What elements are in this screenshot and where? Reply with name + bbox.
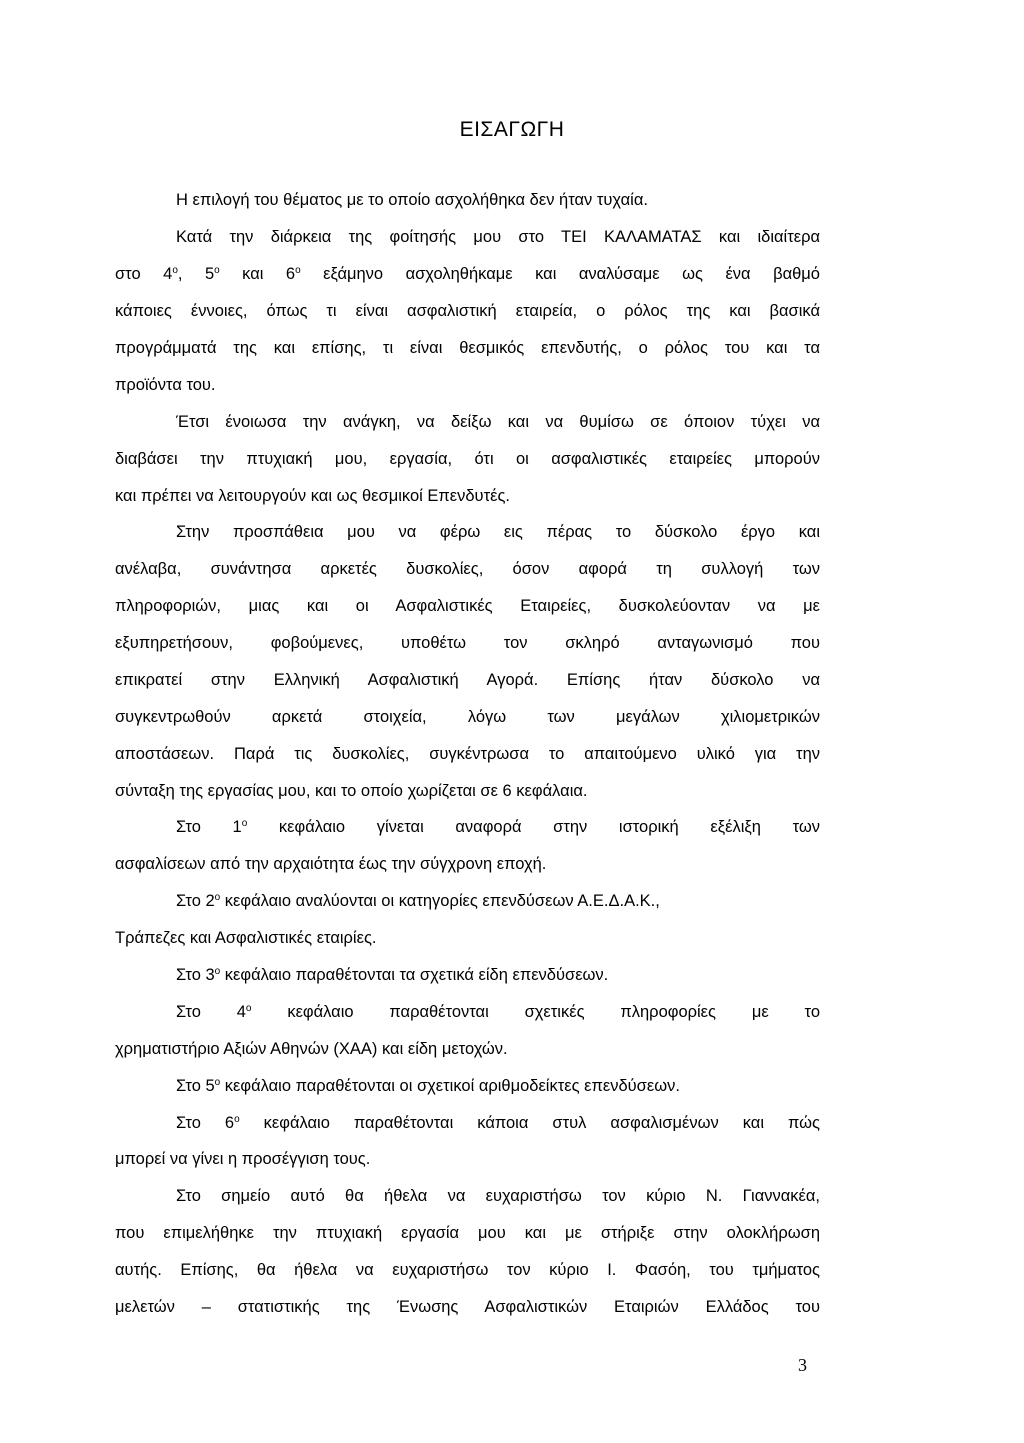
text-line: διαβάσει την πτυχιακή μου, εργασία, ότι οι ασφαλιστικές εταιρείες μπορούν [115,450,820,468]
text-line: που επιμελήθηκε την πτυχιακή εργασία μου και με στήριξε στην ολοκλήρωση [115,1224,820,1242]
text-line: στο 4$^o$, 5$^o$ και 6$^o$ εξάμηνο ασχοληθήκαμε και αναλύσαμε ως ένα βαθμό [115,265,820,283]
text-line: και πρέπει να λειτουργούν και ως θεσμικοί Επενδυτές. [115,487,510,505]
text-line: Τράπεζες και Ασφαλιστικές εταιρίες. [115,929,377,947]
text-line: μπορεί να γίνει η προσέγγιση τους. [115,1150,371,1168]
text-line: Έτσι ένοιωσα την ανάγκη, να δείξω και να θυμίσω σε όποιον τύχει να [176,413,820,431]
text-line: Στην προσπάθεια μου να φέρω εις πέρας το δύσκολο έργο και [176,523,820,541]
text-line: Στο 2$^o$ κεφάλαιο αναλύονται οι κατηγορίες επενδύσεων Α.Ε.Δ.Α.Κ., [176,892,660,910]
text-line: μελετών – στατιστικής της Ένωσης Ασφαλιστικών Εταιριών Ελλάδος του [115,1298,820,1316]
text-line: πληροφοριών, μιας και οι Ασφαλιστικές Εταιρείες, δυσκολεύονταν να με [115,597,820,615]
text-line: προγράμματά της και επίσης, τι είναι θεσμικός επενδυτής, ο ρόλος του και τα [115,339,820,357]
text-line: σύνταξη της εργασίας μου, και το οποίο χωρίζεται σε 6 κεφάλαια. [115,782,588,800]
text-line: Στο 5$^o$ κεφάλαιο παραθέτονται οι σχετικοί αριθμοδείκτες επενδύσεων. [176,1077,680,1095]
text-line: Στο 3$^o$ κεφάλαιο παραθέτονται τα σχετικά είδη επενδύσεων. [176,966,609,984]
page-title: ΕΙΣΑΓΩΓΗ [459,118,565,141]
text-line: κάποιες έννοιες, όπως τι είναι ασφαλιστική εταιρεία, ο ρόλος της και βασικά [115,302,820,320]
text-line: συγκεντρωθούν αρκετά στοιχεία, λόγω των μεγάλων χιλιομετρικών [115,708,820,726]
text-line: αποστάσεων. Παρά τις δυσκολίες, συγκέντρωσα το απαιτούμενο υλικό για την [115,745,820,763]
page-number: 3 [798,1355,807,1375]
text-line: Στο 1$^o$ κεφάλαιο γίνεται αναφορά στην ιστορική εξέλιξη των [176,818,820,836]
text-line: Η επιλογή του θέματος με το οποίο ασχολήθηκα δεν ήταν τυχαία. [176,191,648,209]
text-line: εξυπηρετήσουν, φοβούμενες, υποθέτω τον σκληρό ανταγωνισμό που [115,634,820,652]
text-line: Κατά την διάρκεια της φοίτησής μου στο ΤΕΙ ΚΑΛΑΜΑΤΑΣ και ιδιαίτερα [176,228,820,246]
text-line: επικρατεί στην Ελληνική Ασφαλιστική Αγορά. Επίσης ήταν δύσκολο να [115,671,820,689]
text-line: ανέλαβα, συνάντησα αρκετές δυσκολίες, όσον αφορά τη συλλογή των [115,560,820,578]
text-line: Στο σημείο αυτό θα ήθελα να ευχαριστήσω τον κύριο Ν. Γιαννακέα, [176,1187,820,1205]
text-line: Στο 4$^o$ κεφάλαιο παραθέτονται σχετικές πληροφορίες με το [176,1003,820,1021]
text-line: προϊόντα του. [115,376,216,394]
text-line: χρηματιστήριο Αξιών Αθηνών (ΧΑΑ) και είδη μετοχών. [115,1040,508,1058]
text-line: ασφαλίσεων από την αρχαιότητα έως την σύγχρονη εποχή. [115,855,547,873]
text-line: αυτής. Επίσης, θα ήθελα να ευχαριστήσω τον κύριο Ι. Φασόη, του τμήματος [115,1261,820,1279]
text-line: Στο 6$^o$ κεφάλαιο παραθέτονται κάποια στυλ ασφαλισμένων και πώς [176,1114,820,1132]
